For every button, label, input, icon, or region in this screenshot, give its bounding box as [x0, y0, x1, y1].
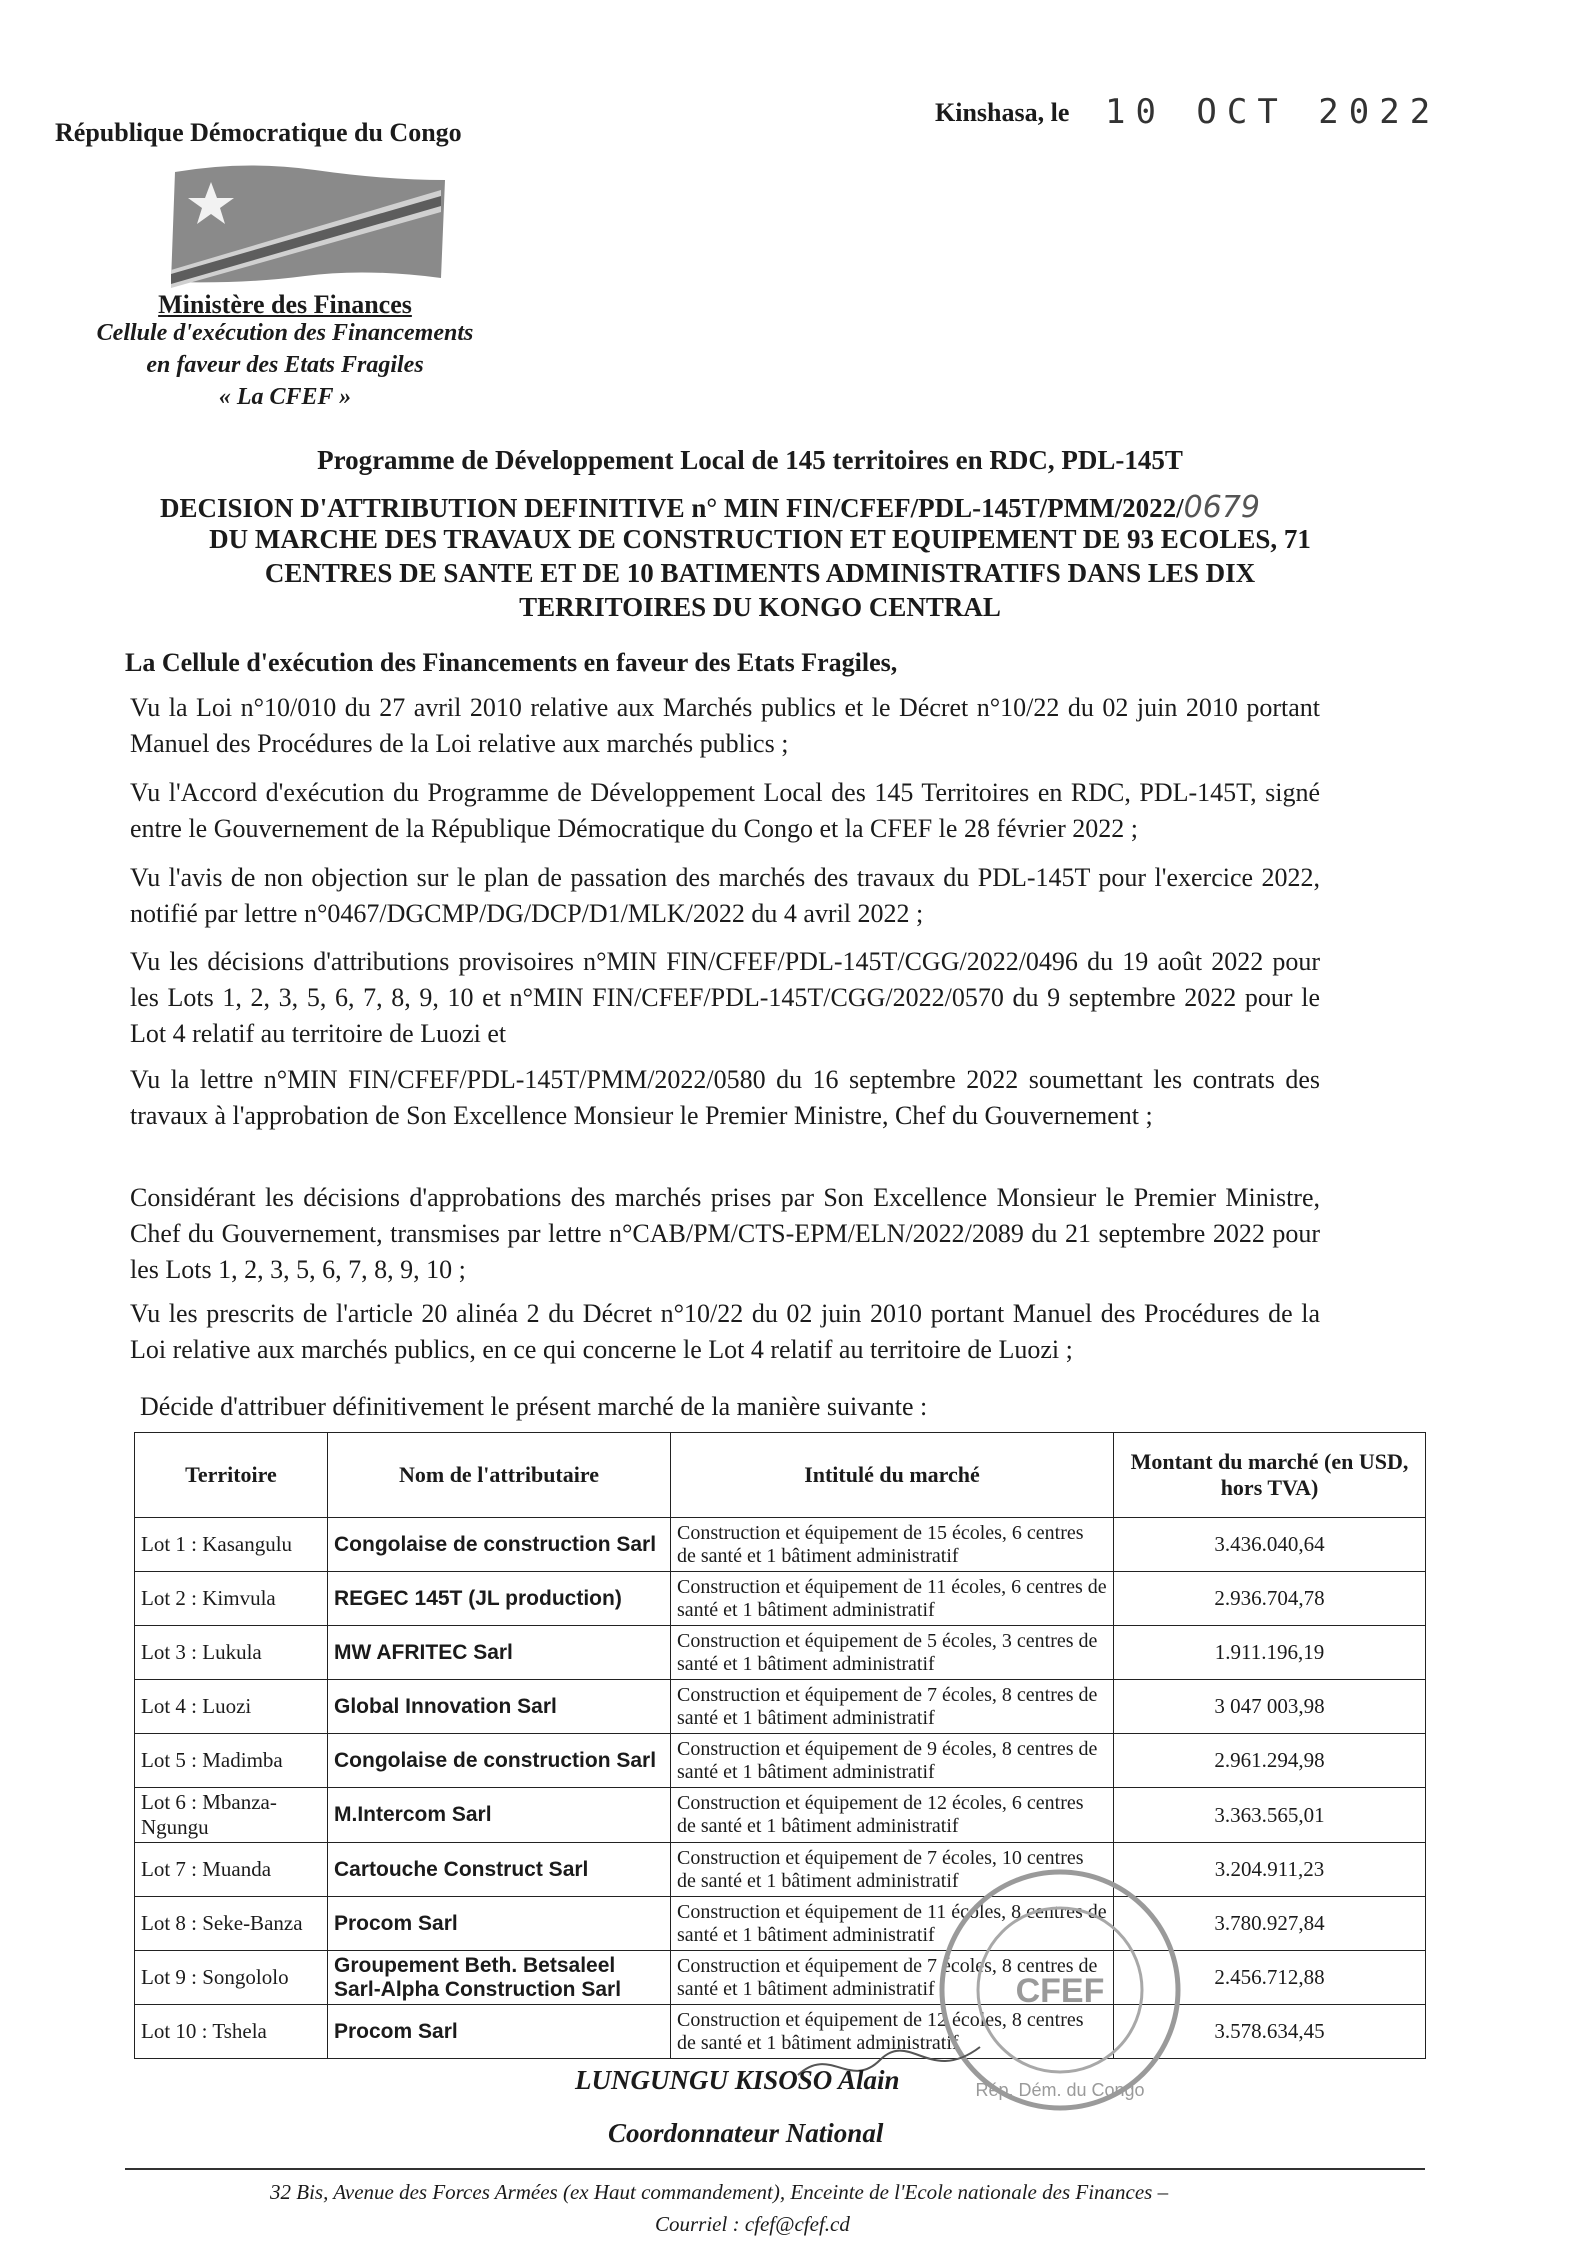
table-row [135, 1680, 1426, 1734]
decision-title-line3: CENTRES DE SANTE ET DE 10 BATIMENTS ADMINISTRATIFS DANS LES DIX [264, 558, 1256, 588]
decide-line: Décide d'attribuer définitivement le présent marché de la manière suivante : [140, 1392, 928, 1421]
paragraph-loi: Vu la Loi n°10/010 du 27 avril 2010 relative aux Marchés publics et le Décret n°10/22 du 02 juin 2010 portant Manuel des Procédures de la Loi relative aux marchés publics ; [130, 693, 1320, 758]
cell-intitule: Construction et équipement de 9 écoles, 8 centres de santé et 1 bâtiment administratif [671, 1734, 1114, 1788]
stamp-center-text: CFEF [1015, 1972, 1105, 2010]
cell-attributaire: Groupement Beth. Betsaleel Sarl-Alpha Construction Sarl [328, 1951, 671, 2005]
cell-montant: 3.363.565,01 [1114, 1788, 1426, 1843]
cell-attributaire: Global Innovation Sarl [328, 1680, 671, 1734]
cell-montant: 2.936.704,78 [1114, 1572, 1426, 1626]
cell-name-line1: Cellule d'exécution des Financements [96, 320, 474, 346]
table-row [135, 1788, 1426, 1843]
decision-title-line1 [160, 490, 1260, 525]
table-row [135, 2005, 1426, 2059]
cell-montant: 3.780.927,84 [1114, 1897, 1426, 1951]
ministry-name: Ministère des Finances [158, 290, 412, 319]
cell-intitule: Construction et équipement de 12 écoles, 8 centres de santé et 1 bâtiment administratif [671, 2005, 1114, 2059]
cell-intitule: Construction et équipement de 12 écoles, 6 centres de santé et 1 bâtiment administratif [671, 1788, 1114, 1843]
cell-intitule: Construction et équipement de 7 écoles, 8 centres de santé et 1 bâtiment administratif [671, 1680, 1114, 1734]
lots-table [134, 1432, 1426, 2059]
paragraph-avis: Vu l'avis de non objection sur le plan de passation des marchés des travaux du PDL-145T pour l'exercice 2022, notifié par lettre n°0467/DGCMP/DG/DCP/D1/MLK/2022 du 4 avril 2022 ; [130, 863, 1320, 928]
table-row [135, 1951, 1426, 2005]
cell-territoire: Lot 5 : Madimba [135, 1734, 328, 1788]
cell-attributaire: Procom Sarl [328, 1897, 671, 1951]
header-montant: Montant du marché (en USD, hors TVA) [1114, 1433, 1426, 1518]
place-label: Kinshasa, le [935, 98, 1070, 127]
cell-montant: 1.911.196,19 [1114, 1626, 1426, 1680]
footer-email: Courriel : cfef@cfef.cd [655, 2212, 850, 2236]
cell-intitule: Construction et équipement de 15 écoles, 6 centres de santé et 1 bâtiment administratif [671, 1518, 1114, 1572]
table-row [135, 1734, 1426, 1788]
date-stamp: 10 OCT 2022 [1105, 92, 1441, 132]
cell-montant: 2.456.712,88 [1114, 1951, 1426, 2005]
footer-divider [125, 2168, 1425, 2170]
footer-address: 32 Bis, Avenue des Forces Armées (ex Haut commandement), Enceinte de l'Ecole nationale des Finances – [270, 2180, 1169, 2204]
cell-attributaire: MW AFRITEC Sarl [328, 1626, 671, 1680]
cell-attributaire: Cartouche Construct Sarl [328, 1843, 671, 1897]
cell-territoire: Lot 6 : Mbanza-Ngungu [135, 1788, 328, 1843]
table-header-row [135, 1433, 1426, 1518]
drc-flag-icon [165, 160, 450, 288]
cell-intitule: Construction et équipement de 11 écoles, 8 centres de santé et 1 bâtiment administratif [671, 1897, 1114, 1951]
paragraph-lettre: Vu la lettre n°MIN FIN/CFEF/PDL-145T/PMM/2022/0580 du 16 septembre 2022 soumettant les contrats des travaux à l'approbation de Son Excellence Monsieur le Premier Ministre, Chef du Gouvernement ; [130, 1065, 1320, 1130]
cell-intitule: Construction et équipement de 7 écoles, 8 centres de santé et 1 bâtiment administratif [671, 1951, 1114, 2005]
cell-attributaire: REGEC 145T (JL production) [328, 1572, 671, 1626]
country-name: République Démocratique du Congo [55, 118, 462, 147]
table-row [135, 1572, 1426, 1626]
cell-territoire: Lot 2 : Kimvula [135, 1572, 328, 1626]
decision-number-handwritten: 0679 [1183, 490, 1260, 525]
cell-attributaire: Congolaise de construction Sarl [328, 1518, 671, 1572]
decision-reference: DECISION D'ATTRIBUTION DEFINITIVE n° MIN FIN/CFEF/PDL-145T/PMM/2022/ [160, 493, 1184, 523]
table-row [135, 1843, 1426, 1897]
intro-line: La Cellule d'exécution des Financements en faveur des Etats Fragiles, [125, 648, 898, 677]
signatory-role: Coordonnateur National [608, 2118, 884, 2148]
cell-montant: 3.578.634,45 [1114, 2005, 1426, 2059]
cell-attributaire: M.Intercom Sarl [328, 1788, 671, 1843]
cell-montant: 3.204.911,23 [1114, 1843, 1426, 1897]
cell-intitule: Construction et équipement de 7 écoles, 10 centres de santé et 1 bâtiment administratif [671, 1843, 1114, 1897]
cell-montant: 3 047 003,98 [1114, 1680, 1426, 1734]
decision-title-line4: TERRITOIRES DU KONGO CENTRAL [519, 592, 1001, 622]
cell-territoire: Lot 10 : Tshela [135, 2005, 328, 2059]
table-row [135, 1626, 1426, 1680]
cell-territoire: Lot 3 : Lukula [135, 1626, 328, 1680]
cell-attributaire: Procom Sarl [328, 2005, 671, 2059]
decision-title-line2: DU MARCHE DES TRAVAUX DE CONSTRUCTION ET EQUIPEMENT DE 93 ECOLES, 71 [209, 524, 1311, 554]
cell-territoire: Lot 7 : Muanda [135, 1843, 328, 1897]
cell-territoire: Lot 1 : Kasangulu [135, 1518, 328, 1572]
cell-montant: 2.961.294,98 [1114, 1734, 1426, 1788]
paragraph-considerant: Considérant les décisions d'approbations des marchés prises par Son Excellence Monsieur le Premier Ministre, Chef du Gouvernement, transmises par lettre n°CAB/PM/CTS-EPM/ELN/2022/2089 du 21 septembre 2022 pour les Lots 1, 2, 3, 5, 6, 7, 8, 9, 10 ; [130, 1183, 1320, 1284]
cell-montant: 3.436.040,64 [1114, 1518, 1426, 1572]
paragraph-attributions-provisoires: Vu les décisions d'attributions provisoires n°MIN FIN/CFEF/PDL-145T/CGG/2022/0496 du 19 août 2022 pour les Lots 1, 2, 3, 5, 6, 7, 8, 9, 10 et n°MIN FIN/CFEF/PDL-145T/CGG/2022/0570 du 9 septembre 2022 pour le Lot 4 relatif au territoire de Luozi et [130, 947, 1320, 1048]
paragraph-prescrits: Vu les prescrits de l'article 20 alinéa 2 du Décret n°10/22 du 02 juin 2010 portant Manuel des Procédures de la Loi relative aux marchés publics, en ce qui concerne le Lot 4 relatif au territoire de Luozi ; [130, 1299, 1320, 1364]
signatory-name: LUNGUNGU KISOSO Alain [575, 2065, 900, 2095]
cell-short-name: « La CFEF » [218, 384, 352, 410]
paragraph-accord: Vu l'Accord d'exécution du Programme de Développement Local des 145 Territoires en RDC, PDL-145T, signé entre le Gouvernement de la République Démocratique du Congo et la CFEF le 28 février 2022 ; [130, 778, 1320, 843]
cell-territoire: Lot 8 : Seke-Banza [135, 1897, 328, 1951]
table-row [135, 1897, 1426, 1951]
cell-attributaire: Congolaise de construction Sarl [328, 1734, 671, 1788]
header-attributaire: Nom de l'attributaire [328, 1433, 671, 1518]
cell-territoire: Lot 9 : Songololo [135, 1951, 328, 2005]
cell-intitule: Construction et équipement de 5 écoles, 3 centres de santé et 1 bâtiment administratif [671, 1626, 1114, 1680]
cell-territoire: Lot 4 : Luozi [135, 1680, 328, 1734]
cell-intitule: Construction et équipement de 11 écoles, 6 centres de santé et 1 bâtiment administratif [671, 1572, 1114, 1626]
stamp-ring-text: Rép. Dém. du Congo [975, 2080, 1145, 2100]
header-territoire: Territoire [135, 1433, 328, 1518]
header-intitule: Intitulé du marché [671, 1433, 1114, 1518]
program-title: Programme de Développement Local de 145 territoires en RDC, PDL-145T [317, 445, 1183, 475]
cell-name-line2: en faveur des Etats Fragiles [146, 352, 424, 378]
table-row [135, 1518, 1426, 1572]
